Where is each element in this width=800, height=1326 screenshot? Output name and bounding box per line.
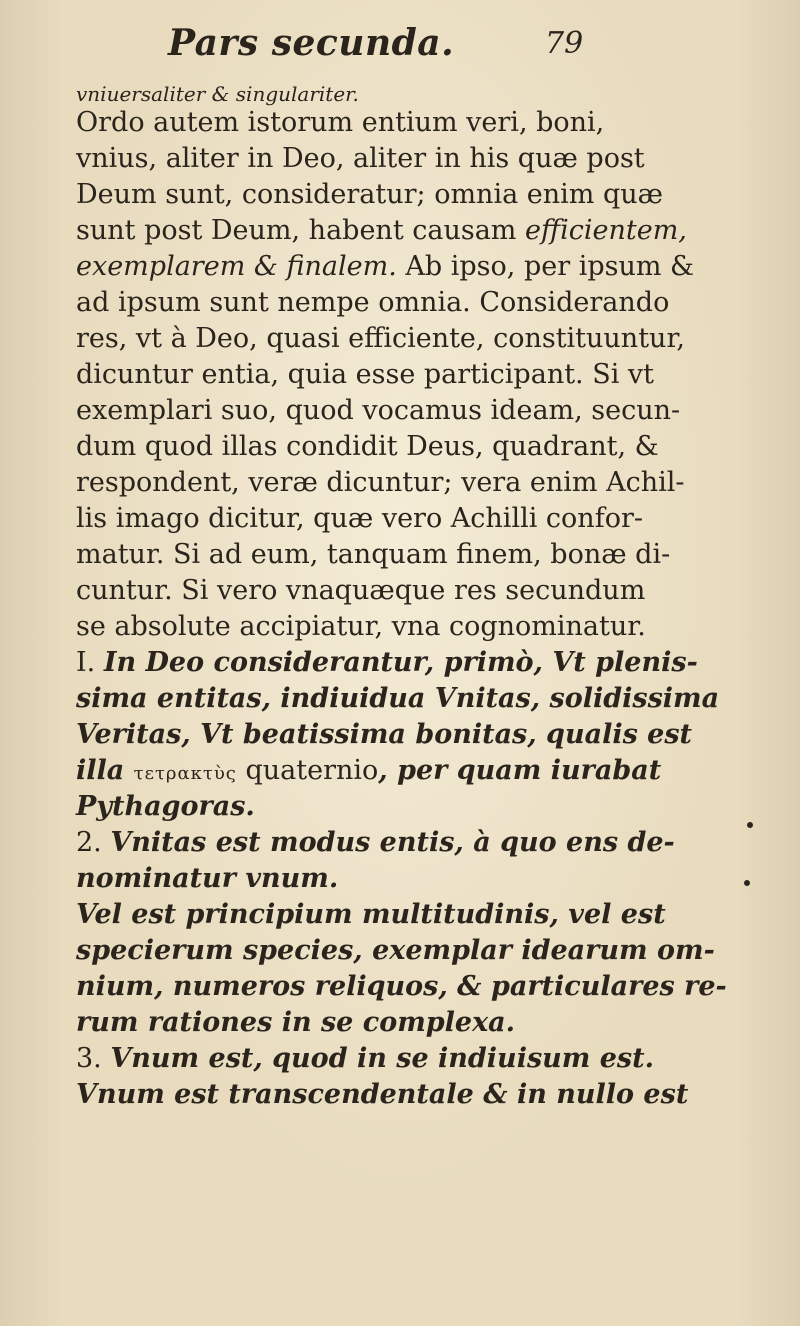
text-line-content — [76, 1008, 515, 1038]
text-line-content — [76, 684, 719, 714]
text-line-content — [76, 792, 255, 822]
text-line-content — [76, 216, 687, 246]
text-segment: se absolute accipiatur, vna cognominatur. — [76, 611, 646, 642]
text-segment: Vnum est, quod in se indiuisum est. — [110, 1043, 654, 1074]
text-line-content — [76, 324, 685, 354]
text-line — [76, 144, 736, 180]
text-line — [76, 1044, 736, 1080]
text-line — [76, 540, 736, 576]
text-line — [76, 864, 736, 900]
text-line — [76, 684, 736, 720]
text-segment: lis imago dicitur, quæ vero Achilli confor- — [76, 503, 643, 534]
text-line-content — [76, 396, 680, 426]
text-line — [76, 396, 736, 432]
text-segment: exemplarem & finalem. — [76, 251, 397, 282]
text-segment: nium, numeros reliquos, & particulares re- — [76, 971, 727, 1002]
text-line — [76, 936, 736, 972]
text-line-content — [76, 360, 654, 390]
text-line-content — [76, 612, 646, 642]
text-line — [76, 324, 736, 360]
text-line — [76, 648, 736, 684]
text-segment: exemplari suo, quod vocamus ideam, secun- — [76, 395, 681, 426]
text-segment: specierum species, exemplar idearum om- — [76, 935, 715, 966]
text-line-content — [76, 180, 663, 210]
text-line — [76, 720, 736, 756]
text-line-content — [76, 432, 659, 462]
text-segment: Ab ipso, per ipsum & — [396, 251, 695, 282]
text-segment: Deum sunt, consideratur; omnia enim quæ — [76, 179, 663, 210]
text-line-content — [76, 288, 669, 318]
text-line — [76, 432, 736, 468]
text-segment: cuntur. Si vero vnaquæque res secundum — [76, 575, 646, 606]
text-segment: sima entitas, indiuidua Vnitas, solidissima — [76, 683, 720, 714]
text-segment: Ordo autem istorum entium veri, boni, — [76, 107, 605, 138]
text-segment: Veritas, Vt beatissima bonitas, qualis est — [76, 719, 693, 750]
text-line — [76, 360, 736, 396]
text-line — [76, 972, 736, 1008]
text-segment: τετρακτὺς — [133, 763, 237, 784]
text-segment: matur. Si ad eum, tanquam finem, bonæ di- — [76, 539, 671, 570]
text-segment: respondent, veræ dicuntur; vera enim Achil- — [76, 467, 685, 498]
text-line-content — [76, 252, 694, 282]
text-line-content — [76, 720, 692, 750]
text-line — [76, 216, 736, 252]
page-header — [0, 18, 800, 68]
text-segment: rum rationes in se complexa. — [76, 1007, 516, 1038]
text-line-content — [76, 1044, 654, 1074]
text-segment: ad ipsum sunt nempe omnia. Considerando — [76, 287, 670, 318]
text-segment: illa — [76, 755, 134, 786]
text-line-content — [76, 900, 666, 930]
text-line-content — [76, 828, 675, 858]
text-line-content — [76, 972, 727, 1002]
text-segment: , per quam iurabat — [378, 755, 662, 786]
text-segment: efficientem, — [525, 215, 687, 246]
text-line — [76, 288, 736, 324]
text-line-content — [76, 864, 338, 894]
text-line-content — [76, 468, 685, 498]
text-body — [76, 80, 736, 1116]
text-line-content — [76, 80, 359, 108]
text-line — [76, 1080, 736, 1116]
text-line — [76, 180, 736, 216]
page-number: 79 — [545, 26, 584, 61]
text-line — [76, 828, 736, 864]
text-segment: dicuntur entia, quia esse participant. Si vt — [76, 359, 655, 390]
text-segment: In Deo considerantur, primò, Vt plenis- — [103, 647, 698, 678]
text-line-content — [76, 648, 698, 678]
text-line-content — [76, 936, 715, 966]
text-line-content — [76, 144, 645, 174]
text-line — [76, 1008, 736, 1044]
text-line-content — [76, 504, 643, 534]
text-segment: 3. — [76, 1043, 111, 1074]
text-segment: vnius, aliter in Deo, aliter in his quæ post — [76, 143, 645, 174]
text-line-content — [76, 540, 670, 570]
text-line — [76, 756, 736, 792]
text-segment: I. — [76, 647, 104, 678]
text-line — [76, 576, 736, 612]
text-segment: dum quod illas condidit Deus, quadrant, & — [76, 431, 659, 462]
text-line-content — [76, 1080, 688, 1110]
text-line — [76, 252, 736, 288]
text-line — [76, 468, 736, 504]
text-line — [76, 900, 736, 936]
text-segment: quaternio — [236, 755, 379, 786]
text-line-content — [76, 108, 604, 138]
text-segment: Vnitas est modus entis, à quo ens de- — [110, 827, 675, 858]
text-segment: sunt post Deum, habent causam — [76, 215, 525, 246]
text-segment: 2. — [76, 827, 111, 858]
text-segment: nominatur vnum. — [76, 863, 339, 894]
text-line-content — [76, 576, 645, 606]
text-segment: Pythagoras. — [76, 791, 255, 822]
text-segment: Vnum est transcendentale & in nullo est — [76, 1079, 689, 1110]
text-segment: vniuersaliter & singulariter. — [76, 82, 359, 106]
text-segment: Vel est principium multitudinis, vel est — [76, 899, 666, 930]
text-line — [76, 612, 736, 648]
ink-speck — [744, 880, 750, 886]
text-line-content — [76, 756, 661, 789]
text-line — [76, 504, 736, 540]
text-line — [76, 792, 736, 828]
ink-speck — [747, 822, 753, 828]
text-line — [76, 108, 736, 144]
text-segment: res, vt à Deo, quasi efficiente, constituuntur, — [76, 323, 685, 354]
text-line — [76, 80, 736, 108]
running-title: Pars secunda. — [168, 22, 455, 64]
